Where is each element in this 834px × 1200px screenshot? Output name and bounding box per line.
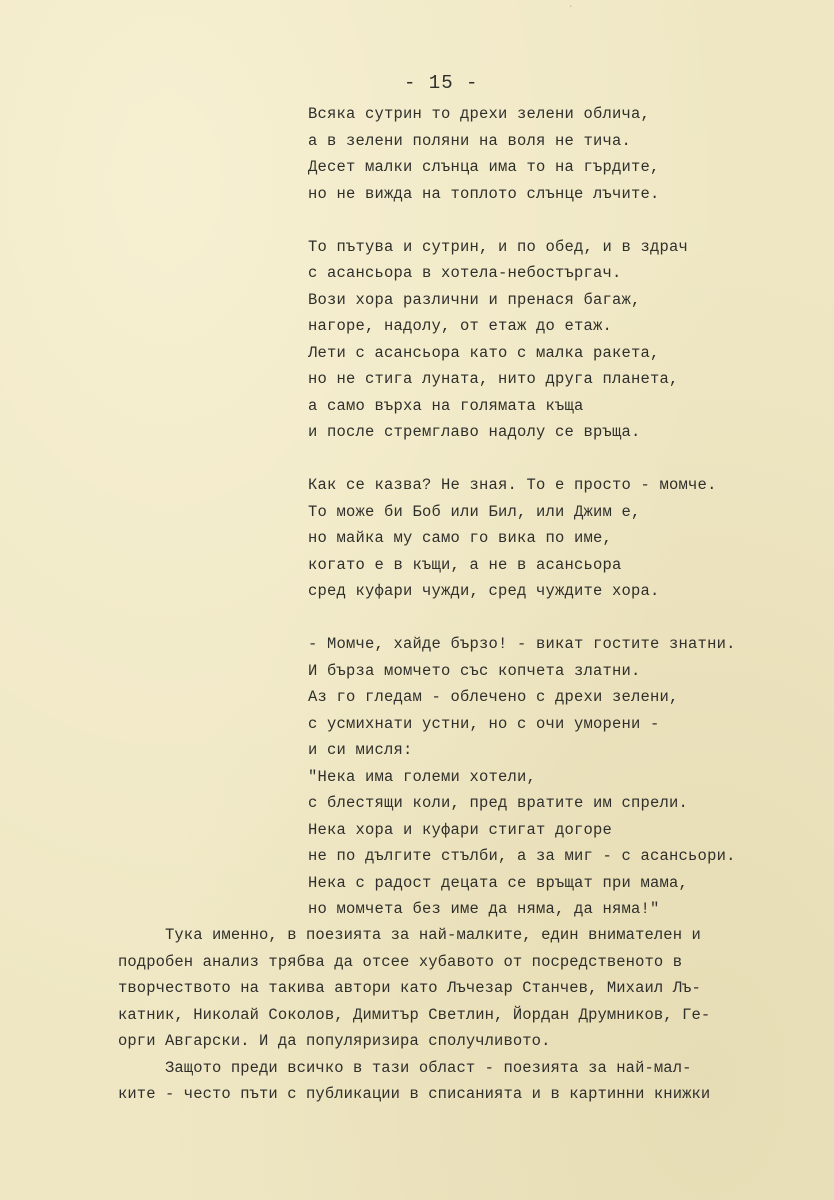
poem-line: когато е в къщи, а не в асансьора	[308, 555, 622, 574]
prose-line: подробен анализ трябва да отсее хубавото от посредственото в	[118, 952, 683, 971]
poem-line: Всяка сутрин то дрехи зелени облича,	[308, 105, 651, 123]
poem	[308, 101, 736, 923]
prose-line: орги Авгарски. И да популяризира сполучливото.	[118, 1032, 551, 1050]
poem-line: Десет малки слънца има то на гърдите,	[308, 158, 660, 176]
poem-line: То пътува и сутрин, и по обед, и в здрач	[308, 237, 689, 256]
poem-line	[308, 605, 736, 632]
poem-line: И бърза момчето със копчета златни.	[308, 661, 641, 680]
poem-line: но не стига луната, нито друга планета,	[308, 370, 679, 388]
prose-line: Защото преди всичко в тази област - поезията за най-мал-	[118, 1058, 692, 1077]
prose-paragraphs	[118, 922, 808, 1108]
page-number: - 15 -	[404, 72, 479, 94]
prose-line: творчеството на такива автори като Лъчезар Станчев, Михаил Лъ-	[118, 979, 701, 997]
prose-line: ките - често пъти с публикации в списанията и в картинни книжки	[118, 1085, 711, 1103]
poem-line: но момчета без име да няма, да няма!"	[308, 900, 660, 918]
poem-line: с усмихнати устни, но с очи уморени -	[308, 714, 660, 733]
poem-line: и после стремглаво надолу се връща.	[308, 423, 641, 441]
poem-line: с блестящи коли, пред вратите им спрели.	[308, 794, 689, 812]
poem-line: но не вижда на топлото слънце лъчите.	[308, 184, 660, 203]
poem-line: а в зелени поляни на воля не тича.	[308, 131, 632, 150]
poem-line	[308, 446, 736, 473]
poem-line: Как се казва? Не зная. То е просто - момче.	[308, 476, 717, 494]
prose-line: Тука именно, в поезията за най-малките, един внимателен и	[118, 926, 701, 944]
poem-line: Нека с радост децата се връщат при мама,	[308, 873, 689, 892]
poem-line: и си мисля:	[308, 741, 413, 759]
poem-line: но майка му само го вика по име,	[308, 529, 613, 547]
poem-line: не по дългите стълби, а за миг - с асансьори.	[308, 847, 736, 865]
poem-line: Нека хора и куфари стигат догоре	[308, 820, 613, 839]
poem-line: нагоре, надолу, от етаж до етаж.	[308, 317, 613, 335]
poem-line: "Нека има големи хотели,	[308, 767, 537, 786]
prose-line: катник, Николай Соколов, Димитър Светлин, Йордан Друмников, Ге-	[118, 1005, 711, 1024]
poem-line: - Момче, хайде бързо! - викат гостите знатни.	[308, 635, 736, 653]
poem-line: Лети с асансьора като с малка ракета,	[308, 343, 660, 362]
poem-line: Вози хора различни и пренася багаж,	[308, 290, 641, 309]
poem-line: а само върха на голямата къща	[308, 396, 584, 415]
paper-speck: ·	[568, 2, 574, 12]
poem-line: сред куфари чужди, сред чуждите хора.	[308, 582, 660, 600]
poem-line: Аз го гледам - облечено с дрехи зелени,	[308, 688, 679, 706]
poem-line: с асансьора в хотела-небостъргач.	[308, 264, 622, 282]
poem-line: То може би Боб или Бил, или Джим е,	[308, 502, 641, 521]
poem-line	[308, 207, 736, 234]
